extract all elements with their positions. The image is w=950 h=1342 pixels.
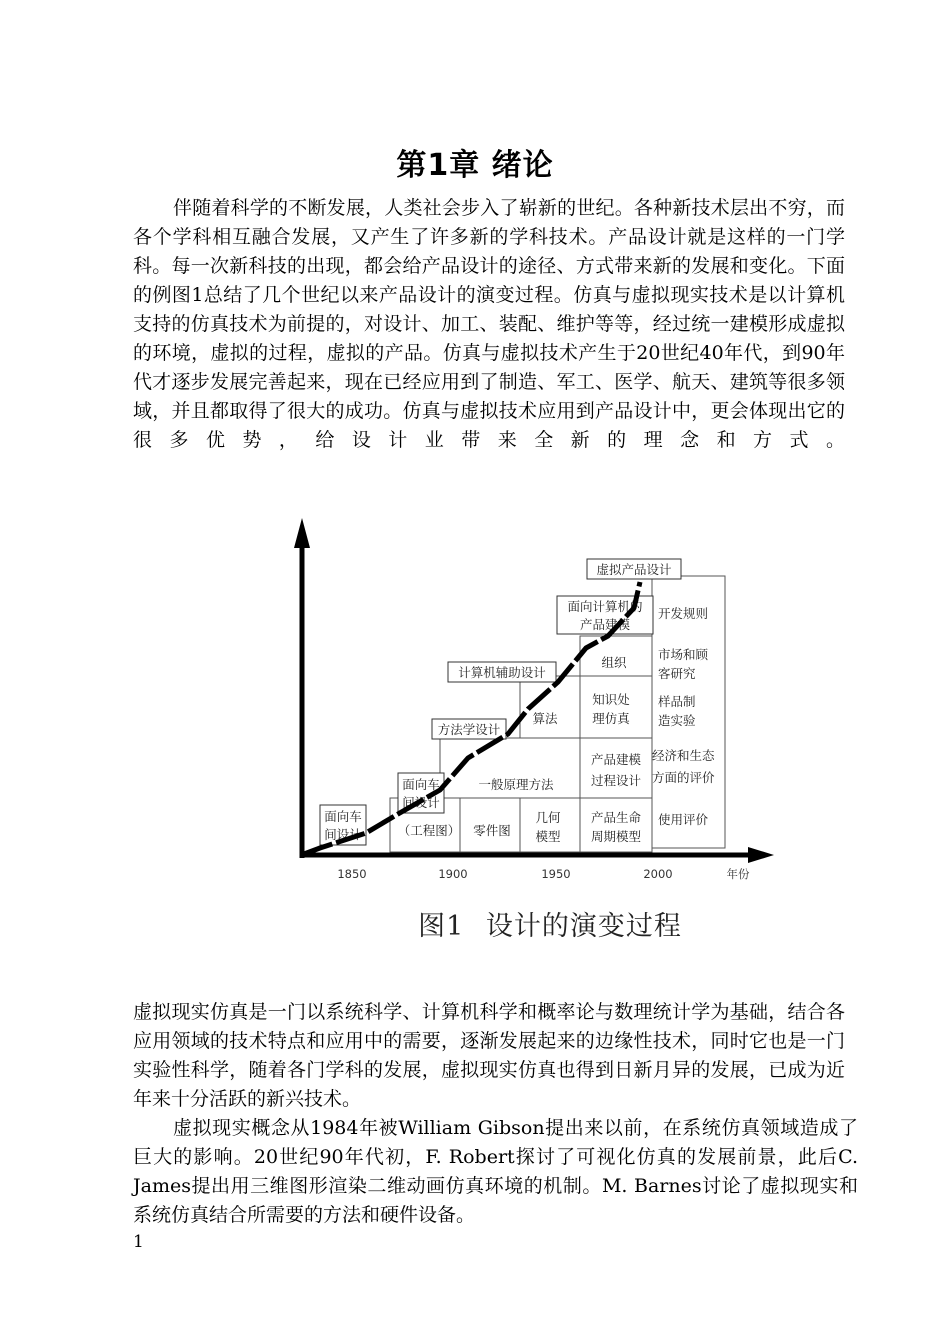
right-jingji-a: 经济和生态 xyxy=(652,748,715,763)
stair-label-6: 虚拟产品设计 xyxy=(596,562,672,577)
paragraph-intro: 伴随着科学的不断发展，人类社会步入了崭新的世纪。各种新技术层出不穷，而各个学科相互融合发展，又产生了许多新的学科技术。产品设计就是这样的一门学科。每一次新科技的出现，都会给产品设计的途径、方式带来新的发展和变化。下面的例图1总结了几个世纪以来产品设计的演变过程。仿真与虚拟现实技术是以计算机支持的仿真技术为前提的，对设计、加工、装配、维护等等，经过统一建模形成虚拟的环境，虚拟的过程，虚拟的产品。仿真与虚拟技术产生于20世纪40年代，到90年代才逐步发展完善起来，现在已经应用到了制造、军工、医学、航天、建筑等很多领域，并且都取得了很大的成功。仿真与虚拟技术应用到产品设计中，更会体现出它的很多优势，给设计业带来全新的理念和方式。 xyxy=(133,197,845,451)
design-evolution-diagram xyxy=(290,508,780,898)
cell-shengming-b: 周期模型 xyxy=(590,829,642,844)
y-axis-arrow-icon xyxy=(294,518,310,548)
chapter-title: 第1章 绪论 xyxy=(396,148,554,183)
stair-label-1a: 面向车 xyxy=(324,809,362,824)
stair-label-2b: 间设计 xyxy=(402,795,440,810)
design-evolution-figure xyxy=(290,508,780,898)
stair-label-4: 计算机辅助设计 xyxy=(458,665,546,680)
cell-suanfa: 算法 xyxy=(532,711,558,726)
right-shichang-b: 客研究 xyxy=(658,666,696,681)
stair-label-5b: 产品建模 xyxy=(579,617,631,632)
figure-caption xyxy=(0,907,950,947)
right-shichang-a: 市场和顾 xyxy=(658,647,709,662)
cell-lingjiantu: 零件图 xyxy=(473,823,511,838)
tick-2000: 2000 xyxy=(643,867,673,881)
stair-label-5a: 面向计算机的 xyxy=(567,599,643,614)
x-axis-arrow-icon xyxy=(748,847,774,863)
cell-gongchengtu: （工程图） xyxy=(397,823,461,838)
cell-jihe-a: 几何 xyxy=(535,810,561,825)
cell-shengming-a: 产品生命 xyxy=(590,810,642,825)
right-yangpin-a: 样品制 xyxy=(658,694,696,709)
tick-1850: 1850 xyxy=(337,867,367,881)
cell-zhishi-a: 知识处 xyxy=(592,692,630,707)
stair-label-3: 方法学设计 xyxy=(437,722,501,737)
right-jingji-b: 方面的评价 xyxy=(652,770,715,785)
page-number: 1 xyxy=(133,1232,144,1252)
right-yangpin-b: 造实验 xyxy=(658,713,696,728)
figure-caption-text: 设计的演变过程 xyxy=(485,911,682,942)
axis-unit: 年份 xyxy=(726,867,750,881)
cell-zuzhi: 组织 xyxy=(601,655,627,670)
cell-jihe-b: 模型 xyxy=(535,829,561,844)
right-shiyong: 使用评价 xyxy=(658,812,709,827)
stair-label-2a: 面向车 xyxy=(402,777,440,792)
cell-jianmo-b: 过程设计 xyxy=(590,773,642,788)
cell-zhishi-b: 理仿真 xyxy=(592,711,630,726)
stair-label-1b: 间设计 xyxy=(324,827,362,842)
cell-yiban: 一般原理方法 xyxy=(478,777,554,792)
right-kaifa: 开发规则 xyxy=(658,606,709,621)
paragraph-vr-history: 虚拟现实概念从1984年被William Gibson提出来以前，在系统仿真领域造成了巨大的影响。20世纪90年代初，F. Robert探讨了可视化仿真的发展前景，此后C. James提出用三维图形渲染二维动画仿真环境的机制。M. Barnes讨论了虚拟现实和系统仿真结合所需要的方法和硬件设备。 xyxy=(133,1117,858,1226)
figure-caption-number: 图1 xyxy=(418,911,465,942)
paragraph-vr-simulation: 虚拟现实仿真是一门以系统科学、计算机科学和概率论与数理统计学为基础，结合各应用领域的技术特点和应用中的需要，逐渐发展起来的边缘性技术，同时它也是一门实验性科学，随着各门学科的发展，虚拟现实仿真也得到日新月异的发展，已成为近年来十分活跃的新兴技术。 xyxy=(133,1001,845,1110)
tick-1950: 1950 xyxy=(541,867,571,881)
cell-jianmo-a: 产品建模 xyxy=(590,752,642,767)
tick-1900: 1900 xyxy=(438,867,468,881)
